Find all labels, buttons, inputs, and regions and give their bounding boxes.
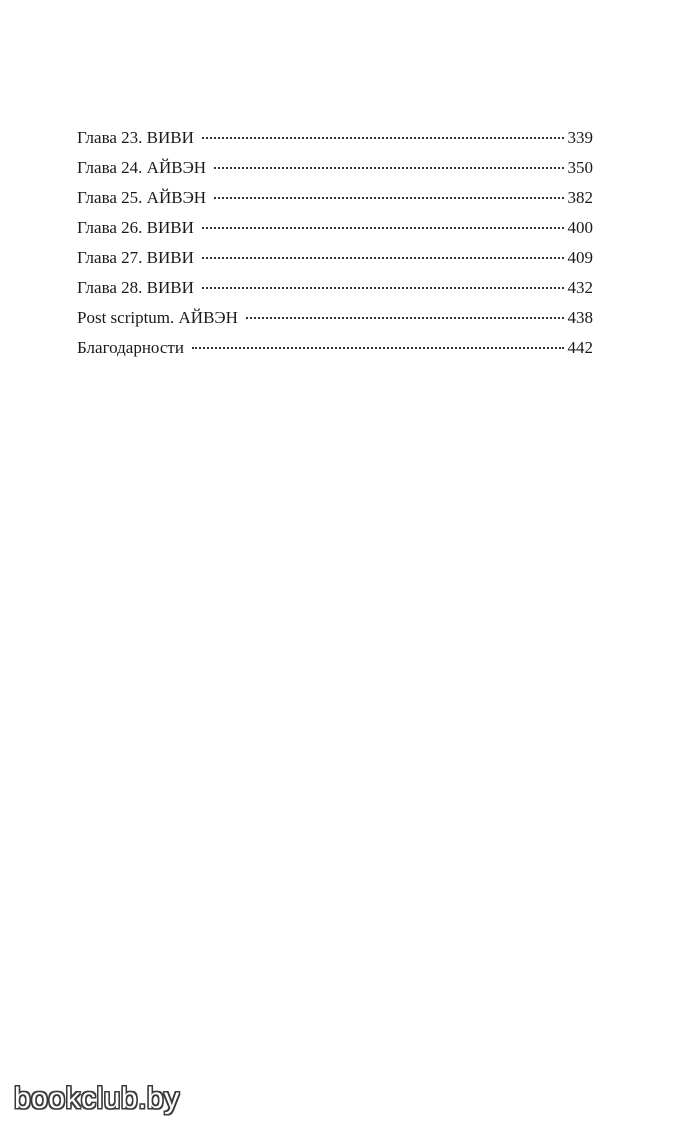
toc-entry xyxy=(77,183,593,213)
toc-dot-leader xyxy=(202,226,564,229)
toc-entry-title: Благодарности xyxy=(77,338,184,357)
toc-entry-page: 350 xyxy=(567,158,593,177)
toc-entry-page: 442 xyxy=(567,338,593,357)
toc-entry-title: Post scriptum. АЙВЭН xyxy=(77,308,238,327)
toc-dot-leader xyxy=(214,196,563,199)
toc-entry-title: Глава 25. АЙВЭН xyxy=(77,188,207,207)
toc-entry-title: Глава 23. ВИВИ xyxy=(77,128,194,147)
table-of-contents xyxy=(77,123,593,363)
toc-entry xyxy=(77,243,593,273)
toc-dot-leader xyxy=(202,286,564,289)
toc-entry-title: Глава 28. ВИВИ xyxy=(77,278,194,297)
watermark: bookclub.by xyxy=(14,1082,180,1115)
toc-entry xyxy=(77,213,593,243)
toc-entry xyxy=(77,303,593,333)
toc-entry-page: 400 xyxy=(567,218,593,237)
toc-entry-page: 339 xyxy=(567,128,593,147)
toc-entry-title: Глава 27. ВИВИ xyxy=(77,248,194,267)
toc-entry-page: 432 xyxy=(567,278,593,297)
toc-entry-page: 438 xyxy=(567,308,593,327)
toc-entry-title: Глава 24. АЙВЭН xyxy=(77,158,207,177)
toc-dot-leader xyxy=(246,316,564,319)
toc-entry xyxy=(77,153,593,183)
toc-entry-page: 409 xyxy=(567,248,593,267)
toc-dot-leader xyxy=(214,166,563,169)
toc-dot-leader xyxy=(192,346,564,349)
toc-entry xyxy=(77,333,593,363)
toc-dot-leader xyxy=(202,256,564,259)
toc-dot-leader xyxy=(202,136,564,139)
toc-entry-title: Глава 26. ВИВИ xyxy=(77,218,194,237)
toc-entry xyxy=(77,273,593,303)
toc-entry xyxy=(77,123,593,153)
toc-entry-page: 382 xyxy=(567,188,593,207)
